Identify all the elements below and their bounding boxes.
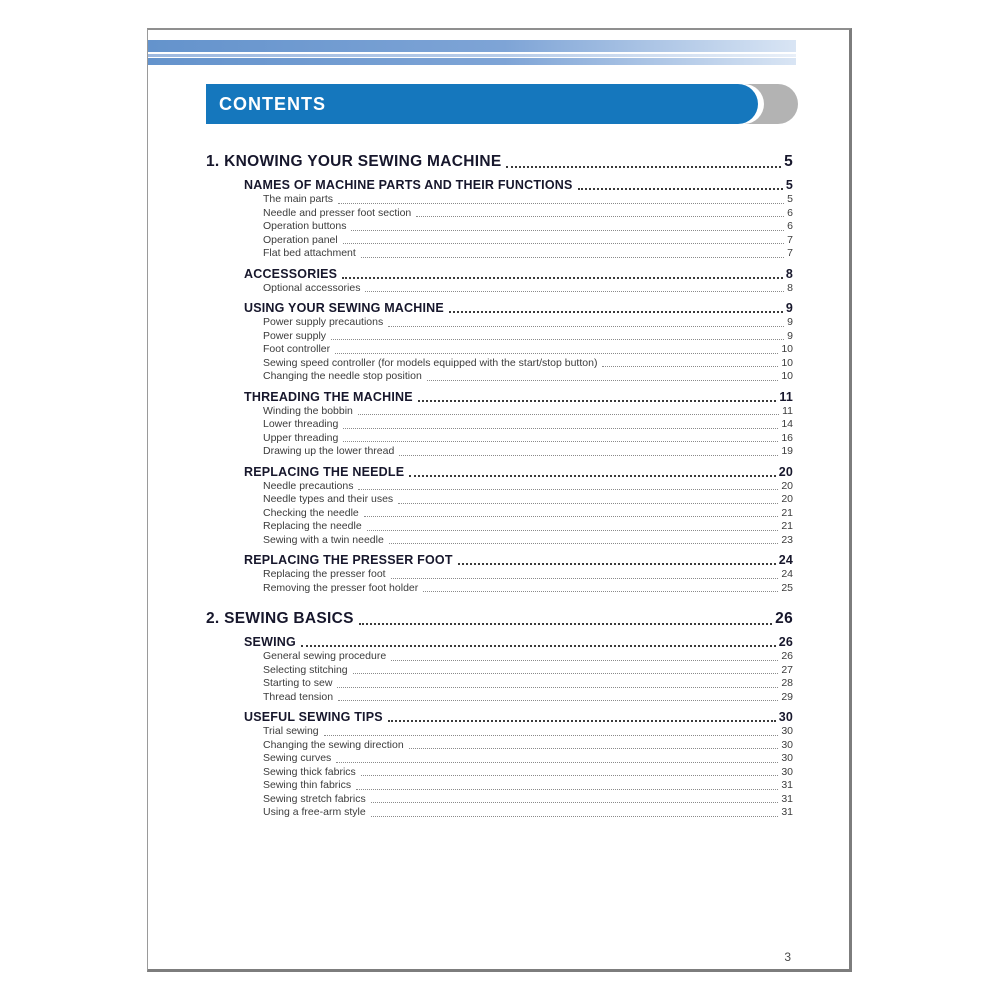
toc-entry-page-number: 30 [781,765,793,778]
toc-chapter-page-number: 26 [775,610,793,627]
toc-chapter-label: 1. KNOWING YOUR SEWING MACHINE [206,153,502,170]
toc-entry [263,343,793,357]
dot-leader [423,591,778,592]
toc-entry [263,507,793,521]
toc-entry [263,691,793,705]
toc-section [244,553,793,568]
dot-leader [602,366,778,367]
toc-section-page-number: 20 [778,464,793,479]
toc-entry [263,493,793,507]
toc-entry-label: Optional accessories [263,281,361,294]
toc-entry [263,779,793,793]
toc-entry-page-number: 20 [781,493,793,505]
toc-entry-page-number: 7 [787,233,793,246]
toc-entry-label: Flat bed attachment [263,247,356,259]
toc-entry-label: Changing the sewing direction [263,738,404,751]
dot-leader [338,700,778,701]
toc-entry-label: Drawing up the lower thread [263,445,395,457]
dot-leader [359,623,772,625]
toc-section [244,178,793,193]
toc-entry [263,220,793,234]
toc-entry [263,520,793,534]
dot-leader [335,353,778,354]
toc-entry [263,432,793,446]
toc-entry-label: Foot controller [263,343,331,355]
toc-entry-page-number: 29 [781,690,793,703]
toc-entry-page-number: 30 [781,752,793,764]
toc-entry-page-number: 11 [782,404,793,417]
toc-entry-page-number: 21 [781,506,793,519]
toc-entry-page-number: 25 [781,581,793,594]
toc-entry [263,418,793,432]
toc-entry-page-number: 23 [781,533,793,546]
dot-leader [427,380,779,381]
dot-leader [398,503,778,504]
dot-leader [409,748,779,749]
toc-section-page-number: 30 [778,710,793,724]
toc-section-label: SEWING [244,635,296,649]
toc-entry-label: General sewing procedure [263,650,387,662]
toc-entry-label: Checking the needle [263,506,359,519]
toc-entry [263,234,793,248]
dot-leader [361,257,784,258]
page-title: CONTENTS [219,93,326,114]
toc-entry-page-number: 10 [781,370,793,382]
toc-entry [263,650,793,664]
toc-entry-label: Trial sewing [263,725,319,737]
toc-section-label: THREADING THE MACHINE [244,389,413,404]
toc-section [244,267,793,282]
toc-section-label: REPLACING THE PRESSER FOOT [244,553,453,567]
contents-banner [206,84,798,124]
toc-entry-page-number: 9 [787,329,793,342]
toc-entry [263,316,793,330]
toc-entry [263,357,793,371]
dot-leader [358,489,778,490]
toc-entry-page-number: 27 [781,663,793,676]
dot-leader [371,802,779,803]
toc-entry [263,207,793,221]
toc-section [244,390,793,405]
toc-entry [263,480,793,494]
dot-leader [388,326,784,327]
toc-entry-page-number: 19 [781,445,793,457]
dot-leader [342,277,783,279]
header-stripe-top [148,40,796,52]
toc-section-page-number: 24 [778,553,793,567]
dot-leader [364,516,779,517]
toc-entry [263,725,793,739]
toc-entry-label: Changing the needle stop position [263,370,422,382]
toc-entry-label: Replacing the needle [263,520,362,532]
toc-section-label: REPLACING THE NEEDLE [244,464,405,479]
dot-leader [343,428,778,429]
toc-entry [263,534,793,548]
toc-section-page-number: 8 [785,266,793,281]
toc-entry [263,739,793,753]
toc-entry-label: Lower threading [263,418,339,430]
table-of-contents [206,152,793,820]
dot-leader [365,291,784,292]
toc-entry-page-number: 9 [787,316,793,328]
toc-entry-label: Sewing speed controller (for models equipped with the start/stop button) [263,356,598,369]
toc-entry-label: Operation panel [263,233,338,246]
dot-leader [353,673,779,674]
toc-entry-page-number: 10 [781,343,793,355]
toc-entry-page-number: 6 [787,220,793,232]
toc-entry [263,405,793,419]
toc-entry [263,568,793,582]
dot-leader [301,645,776,647]
dot-leader [351,230,784,231]
dot-leader [324,735,779,736]
toc-entry [263,793,793,807]
toc-entry-label: Sewing thin fabrics [263,779,352,791]
toc-entry-page-number: 30 [781,738,793,751]
toc-section-label: ACCESSORIES [244,266,338,281]
toc-entry-page-number: 7 [787,247,793,259]
toc-entry-label: Sewing stretch fabrics [263,792,366,805]
toc-entry-page-number: 31 [781,779,793,791]
toc-entry-page-number: 30 [781,725,793,737]
dot-leader [449,311,783,313]
toc-section-page-number: 9 [785,301,793,315]
dot-leader [356,789,778,790]
contents-banner-bar [206,84,758,124]
toc-chapter-page-number: 5 [784,153,793,170]
toc-section-page-number: 26 [778,635,793,649]
dot-leader [409,475,775,477]
toc-entry-label: Using a free-arm style [263,806,366,818]
dot-leader [358,414,779,415]
dot-leader [391,578,779,579]
toc-chapter [206,152,793,172]
toc-entry-label: Power supply precautions [263,316,384,328]
header-stripes [148,40,796,65]
dot-leader [337,687,778,688]
toc-entry-label: Needle precautions [263,479,354,492]
dot-leader [343,243,784,244]
dot-leader [458,563,776,565]
toc-entry-page-number: 5 [787,193,793,205]
header-stripe-bottom [148,58,796,65]
toc-entry-label: Upper threading [263,431,339,444]
toc-entry-label: Needle types and their uses [263,493,394,505]
toc-section [244,465,793,480]
toc-entry-page-number: 6 [787,206,793,219]
toc-entry-page-number: 31 [781,806,793,818]
toc-entry [263,664,793,678]
toc-entry-label: Sewing curves [263,752,332,764]
toc-entry-label: Selecting stitching [263,663,348,676]
dot-leader [399,455,778,456]
toc-entry-page-number: 10 [781,356,793,369]
toc-entry-page-number: 24 [781,568,793,580]
toc-entry-label: Sewing thick fabrics [263,765,356,778]
footer-page-number: 3 [784,950,791,964]
toc-chapter-label: 2. SEWING BASICS [206,610,354,627]
toc-entry-label: Power supply [263,329,327,342]
dot-leader [336,762,778,763]
dot-leader [371,816,779,817]
toc-entry [263,766,793,780]
toc-entry-label: Sewing with a twin needle [263,533,384,546]
toc-entry [263,677,793,691]
toc-entry-label: Needle and presser foot section [263,206,412,219]
toc-entry-label: Starting to sew [263,677,333,689]
toc-entry [263,445,793,459]
dot-leader [331,339,784,340]
dot-leader [506,166,781,168]
toc-entry-page-number: 26 [781,650,793,662]
toc-section-label: NAMES OF MACHINE PARTS AND THEIR FUNCTIONS [244,178,573,192]
toc-section-page-number: 11 [779,389,793,404]
dot-leader [367,530,779,531]
toc-entry-label: Thread tension [263,690,334,703]
dot-leader [361,775,779,776]
dot-leader [418,400,777,402]
toc-entry [263,193,793,207]
toc-section-label: USEFUL SEWING TIPS [244,710,383,724]
toc-entry-page-number: 14 [781,418,793,430]
toc-chapter [206,609,793,629]
toc-entry [263,582,793,596]
toc-section-label: USING YOUR SEWING MACHINE [244,301,444,315]
toc-entry-page-number: 8 [787,281,793,294]
toc-entry-label: Winding the bobbin [263,404,353,417]
toc-entry [263,806,793,820]
dot-leader [388,720,776,722]
toc-entry-page-number: 31 [781,792,793,805]
toc-entry-label: The main parts [263,193,334,205]
toc-entry-page-number: 16 [781,431,793,444]
toc-entry [263,370,793,384]
toc-section [244,635,793,650]
toc-entry [263,752,793,766]
toc-entry-label: Operation buttons [263,220,347,232]
manual-page [147,28,852,972]
dot-leader [338,203,784,204]
dot-leader [389,543,778,544]
toc-section [244,301,793,316]
toc-entry [263,330,793,344]
toc-entry-page-number: 28 [781,677,793,689]
toc-section [244,710,793,725]
dot-leader [416,216,784,217]
toc-entry-page-number: 20 [781,479,793,492]
toc-entry-page-number: 21 [781,520,793,532]
toc-entry-label: Removing the presser foot holder [263,581,419,594]
toc-entry [263,247,793,261]
toc-entry [263,282,793,296]
toc-section-page-number: 5 [785,178,793,192]
dot-leader [578,188,783,190]
dot-leader [391,660,778,661]
dot-leader [343,441,778,442]
toc-entry-label: Replacing the presser foot [263,568,386,580]
